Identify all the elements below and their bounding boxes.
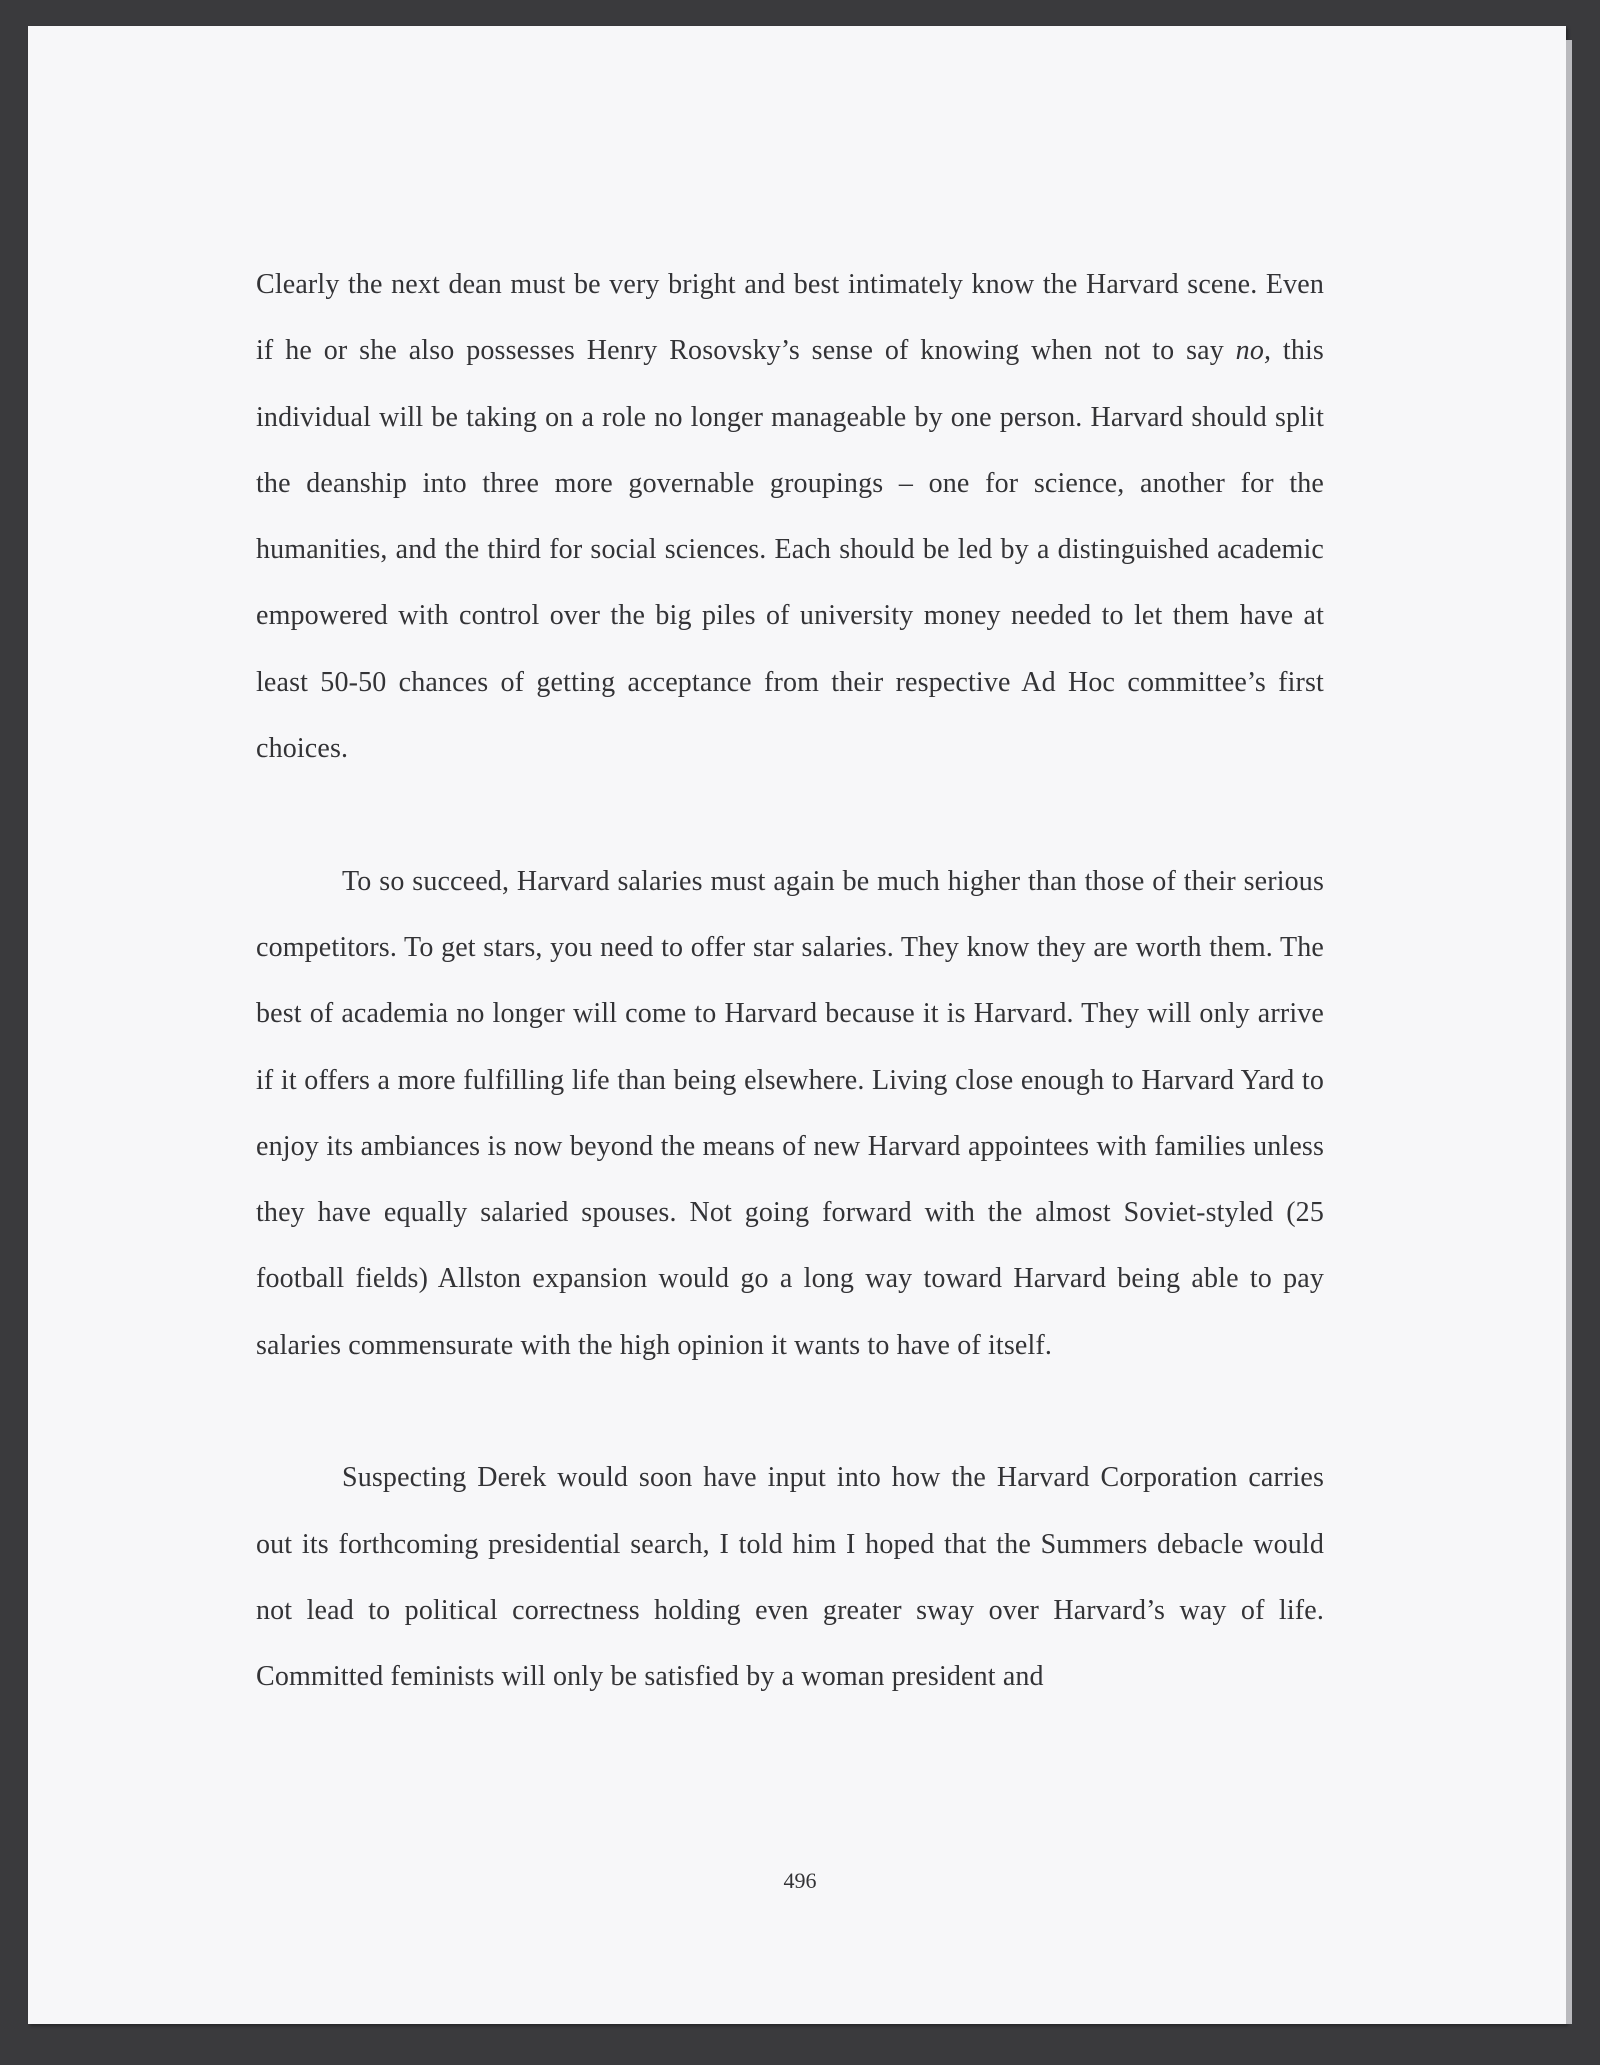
body-text	[256, 252, 1324, 1711]
paragraph-1-text-a: Clearly the next dean must be very bright and best intimately know the Harvard scene. Even if he or she also possesses Henry Rosovsky’s sense of knowing when not to say	[256, 269, 1324, 367]
page-number: 496	[783, 1868, 817, 1893]
paragraph-1-emphasis: no,	[1235, 335, 1272, 367]
page-edge	[1566, 40, 1572, 2024]
paragraph-1-text-b: this individual will be taking on a role no longer manageable by one person. Harvard should split the deanship into three more governable groupings – one for science, another for the humanities, and the third for social sciences. Each should be led by a distinguished academic empowered with control over the big piles of university money needed to let them have at least 50-50 chances of getting acceptance from their respective Ad Hoc committee’s first choices.	[256, 335, 1324, 765]
paragraph-1	[256, 252, 1324, 782]
paragraph-2: To so succeed, Harvard salaries must again be much higher than those of their serious competitors. To get stars, you need to offer star salaries. They know they are worth them. The best of academia no longer will come to Harvard because it is Harvard. They will only arrive if it offers a more fulfilling life than being elsewhere. Living close enough to Harvard Yard to enjoy its ambiances is now beyond the means of new Harvard appointees with families unless they have equally salaried spouses. Not going forward with the almost Soviet-styled (25 football fields) Allston expansion would go a long way toward Harvard being able to pay salaries commensurate with the high opinion it wants to have of itself.	[256, 865, 1324, 1361]
paragraph-3: Suspecting Derek would soon have input into how the Harvard Corporation carries out its forthcoming presidential search, I told him I hoped that the Summers debacle would not lead to political correctness holding even greater sway over Harvard’s way of life. Committed feminists will only be satisfied by a woman president and	[256, 1462, 1324, 1693]
